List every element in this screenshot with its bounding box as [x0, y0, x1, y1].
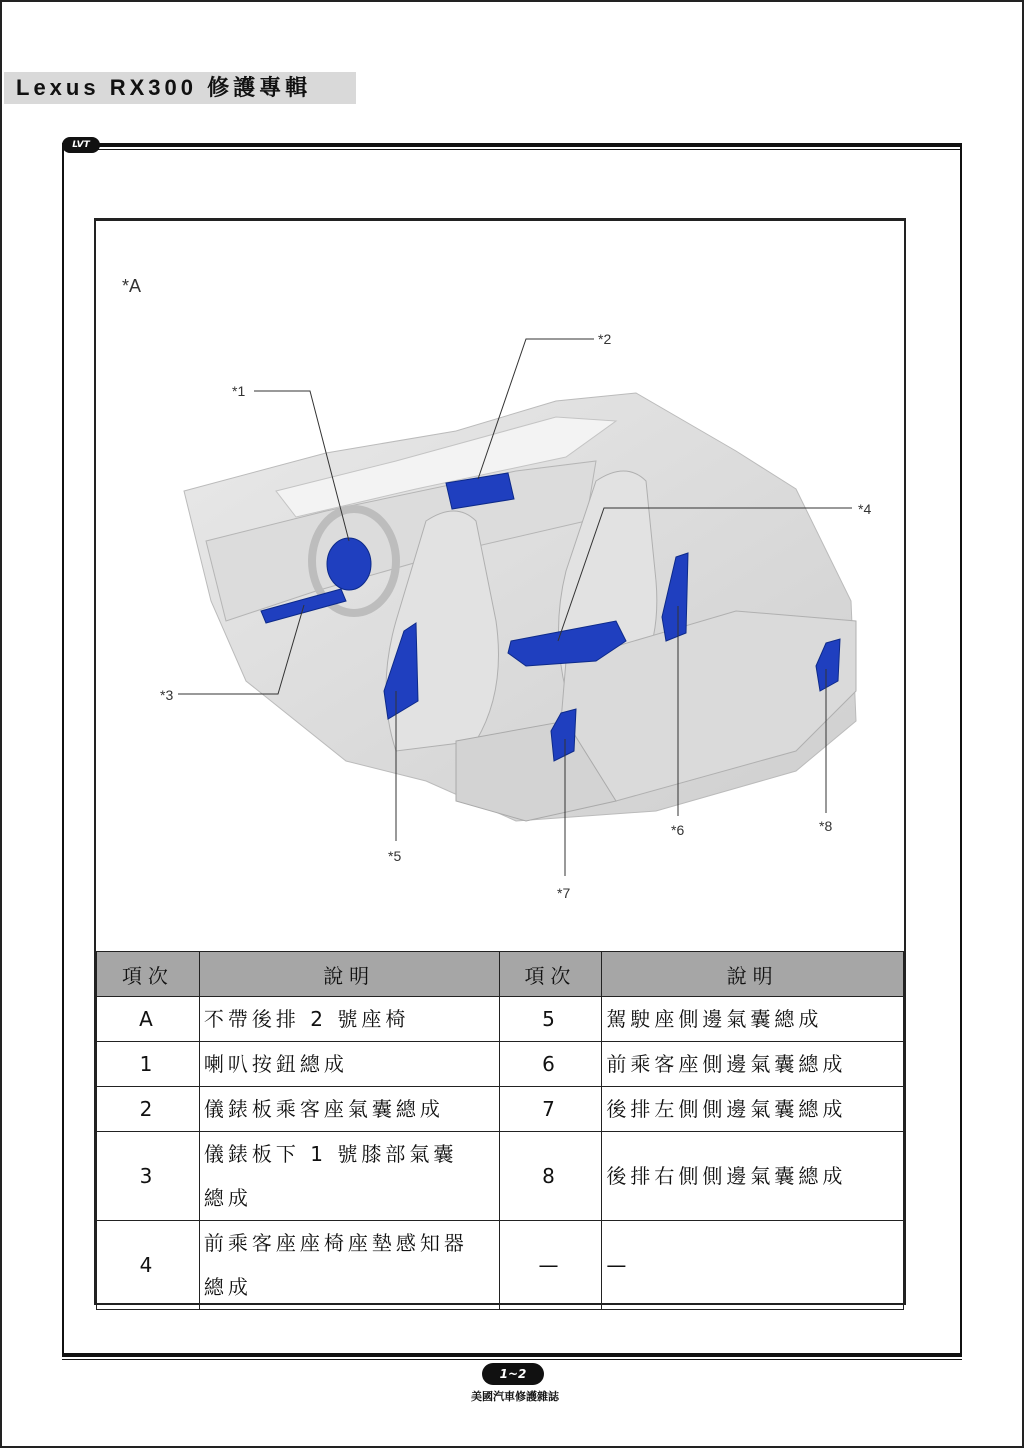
- item-description-line-2: 總成: [203, 1186, 252, 1210]
- table-row: [97, 1221, 904, 1310]
- header-item-left: 項次: [97, 952, 200, 997]
- table-row: [97, 997, 904, 1042]
- item-description: 儀錶板乘客座氣囊總成: [199, 1087, 499, 1132]
- publisher-name: 美國汽車修護雜誌: [471, 1390, 559, 1403]
- callout-4: *4: [858, 501, 872, 517]
- item-description: 不帶後排 2 號座椅: [199, 997, 499, 1042]
- item-number: A: [97, 997, 200, 1042]
- item-description-line-2: 總成: [203, 1275, 252, 1299]
- item-description: —: [602, 1221, 904, 1310]
- item-description: 前乘客座側邊氣囊總成: [602, 1042, 904, 1087]
- item-description: [199, 1221, 499, 1310]
- parts-table: [96, 951, 904, 1310]
- table-row: [97, 1087, 904, 1132]
- item-number: 6: [499, 1042, 602, 1087]
- table-row: [97, 1132, 904, 1221]
- callout-5: *5: [388, 848, 402, 864]
- item-number: 2: [97, 1087, 200, 1132]
- item-number: 1: [97, 1042, 200, 1087]
- callout-8: *8: [819, 818, 833, 834]
- item-description: 喇叭按鈕總成: [199, 1042, 499, 1087]
- figure-label: *A: [122, 276, 142, 296]
- item-description: 駕駛座側邊氣囊總成: [602, 997, 904, 1042]
- callout-7: *7: [557, 885, 571, 901]
- callout-6: *6: [671, 822, 685, 838]
- table-header-row: [97, 952, 904, 997]
- item-description-line-1: 前乘客座座椅座墊感知器: [203, 1231, 468, 1255]
- item-number: 3: [97, 1132, 200, 1221]
- item-description: [199, 1132, 499, 1221]
- callout-2: *2: [598, 331, 612, 347]
- item-number: 8: [499, 1132, 602, 1221]
- item-number: 7: [499, 1087, 602, 1132]
- page-number-badge: 1~2: [482, 1363, 544, 1385]
- item-description-line-1: 儀錶板下 1 號膝部氣囊: [203, 1142, 458, 1166]
- item-description: 後排左側側邊氣囊總成: [602, 1087, 904, 1132]
- bottom-rule-thin: [62, 1359, 962, 1360]
- item-number: 5: [499, 997, 602, 1042]
- header-title: Lexus RX300 修護專輯: [4, 72, 356, 104]
- horn-button-airbag: [327, 538, 371, 590]
- header-item-right: 項次: [499, 952, 602, 997]
- item-description: 後排右側側邊氣囊總成: [602, 1132, 904, 1221]
- item-number: 4: [97, 1221, 200, 1310]
- table-row: [97, 1042, 904, 1087]
- publisher-logo: LVT: [62, 137, 100, 153]
- callout-1: *1: [232, 383, 246, 399]
- header-desc-left: 說明: [199, 952, 499, 997]
- bottom-rule: [62, 1353, 962, 1357]
- item-number: —: [499, 1221, 602, 1310]
- vehicle-interior-diagram: [96, 221, 904, 950]
- callout-3: *3: [160, 687, 174, 703]
- header-desc-right: 說明: [602, 952, 904, 997]
